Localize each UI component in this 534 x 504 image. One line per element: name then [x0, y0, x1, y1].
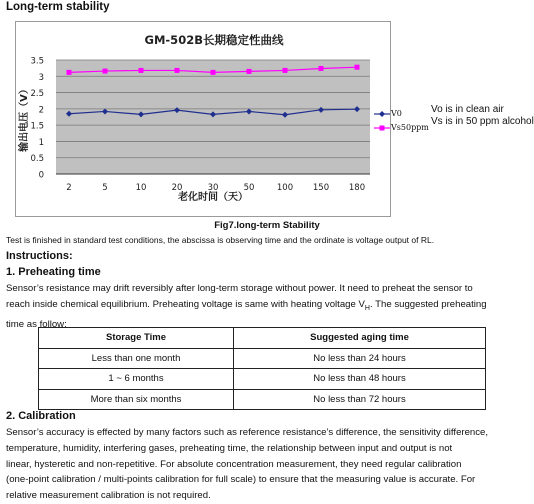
- x-tick-label: 20: [171, 183, 183, 193]
- legend-label-vs: Vs50ppm: [391, 123, 429, 132]
- calibration-line-1: Sensor’s accuracy is effected by many factors such as reference resistance’s difference, the sensitivity difference,: [6, 427, 489, 438]
- legend-label-v0: V0: [391, 109, 402, 118]
- x-tick-label: 180: [348, 183, 366, 193]
- preheating-line-1: Sensor’s resistance may drift reversibly after long-term storage without power. It need to preheat the sensor to: [6, 283, 473, 294]
- table-cell: 1 ~ 6 months: [39, 369, 234, 390]
- x-tick-label: 50: [243, 183, 255, 193]
- data-point: [175, 68, 180, 73]
- x-tick-label: 150: [312, 183, 330, 193]
- data-point: [283, 68, 288, 73]
- data-point: [319, 66, 324, 71]
- table-header-row: [39, 328, 486, 349]
- preheating-line-2-text: reach inside chemical equilibrium. Preheating voltage is same with heating voltage V: [6, 298, 365, 310]
- calibration-paragraph: [6, 425, 532, 504]
- x-tick-label: 2: [66, 183, 72, 193]
- table-row: [39, 369, 486, 390]
- data-point: [67, 70, 72, 75]
- preheating-line-2: [6, 297, 532, 317]
- calibration-line-2: temperature, humidity, interfering gases, preheating time, the relationship between input and output is not: [6, 442, 453, 454]
- data-point: [355, 65, 360, 70]
- x-axis-label: 老化时间（天）: [178, 192, 248, 203]
- y-tick-label: 0: [38, 170, 44, 181]
- calibration-line-3: linear, hysteretic and non-repetitive. For absolute concentration measurement, they need regular calibration: [6, 458, 462, 470]
- y-tick-label: 1.5: [30, 121, 44, 132]
- x-tick-label: 100: [276, 183, 294, 193]
- y-axis-label: 输出电压（V）: [19, 84, 30, 152]
- data-point: [103, 69, 108, 74]
- x-tick-label: 5: [102, 183, 108, 193]
- table-header-storage-time: Storage Time: [39, 328, 234, 349]
- preheating-heading: 1. Preheating time: [6, 266, 101, 278]
- table-cell: No less than 48 hours: [234, 369, 486, 390]
- x-tick-label: 10: [135, 183, 147, 193]
- data-point: [211, 70, 216, 75]
- table-header-aging-time: Suggested aging time: [234, 328, 486, 349]
- preheating-line-3: time as follow:: [6, 318, 67, 330]
- table-cell: More than six months: [39, 389, 234, 410]
- preheating-paragraph: [6, 281, 532, 332]
- chart-legend: [374, 111, 390, 131]
- calibration-heading: 2. Calibration: [6, 410, 76, 422]
- table-cell: No less than 24 hours: [234, 348, 486, 369]
- table-cell: Less than one month: [39, 348, 234, 369]
- instructions-heading: Instructions:: [6, 250, 73, 262]
- data-point: [139, 68, 144, 73]
- legend-marker: [380, 126, 385, 131]
- legend-marker: [379, 111, 385, 117]
- table-row: [39, 348, 486, 369]
- heating-voltage-subscript: H: [364, 304, 370, 312]
- chart-title: GM-502B长期稳定性曲线: [144, 33, 284, 47]
- figure-note: Test is finished in standard test conditions, the abscissa is observing time and the ordinate is voltage output of RL.: [6, 235, 435, 245]
- x-tick-label: 30: [207, 183, 219, 193]
- aging-time-table: [38, 327, 486, 410]
- legend-labels: [391, 107, 429, 135]
- y-tick-label: 3: [38, 72, 44, 83]
- data-point: [247, 69, 252, 74]
- section-heading-long-term-stability: Long-term stability: [6, 1, 110, 13]
- table-row: [39, 389, 486, 410]
- legend-note-vs: Vs is in 50 ppm alcohol: [431, 116, 534, 127]
- y-tick-label: 2.5: [30, 89, 44, 100]
- y-axis-ticks: [30, 57, 44, 181]
- chart-frame: [15, 21, 391, 217]
- y-tick-label: 2: [38, 105, 44, 116]
- calibration-line-4: (one-point calibration / multi-points calibration for full scale) to ensure that the measuring value is accurate. For: [6, 474, 476, 486]
- table-cell: No less than 72 hours: [234, 389, 486, 410]
- preheating-line-2-tail: . The suggested preheating: [369, 298, 487, 310]
- stability-line-chart: [16, 22, 390, 216]
- y-tick-label: 1: [38, 137, 44, 148]
- calibration-line-5: relative measurement calibration is not required.: [6, 490, 211, 502]
- y-tick-label: 0.5: [30, 154, 44, 165]
- legend-notes: [431, 104, 534, 128]
- figure-caption: Fig7.long-term Stability: [214, 220, 320, 231]
- y-tick-label: 3.5: [30, 56, 44, 67]
- legend-note-vo: Vo is in clean air: [431, 104, 504, 115]
